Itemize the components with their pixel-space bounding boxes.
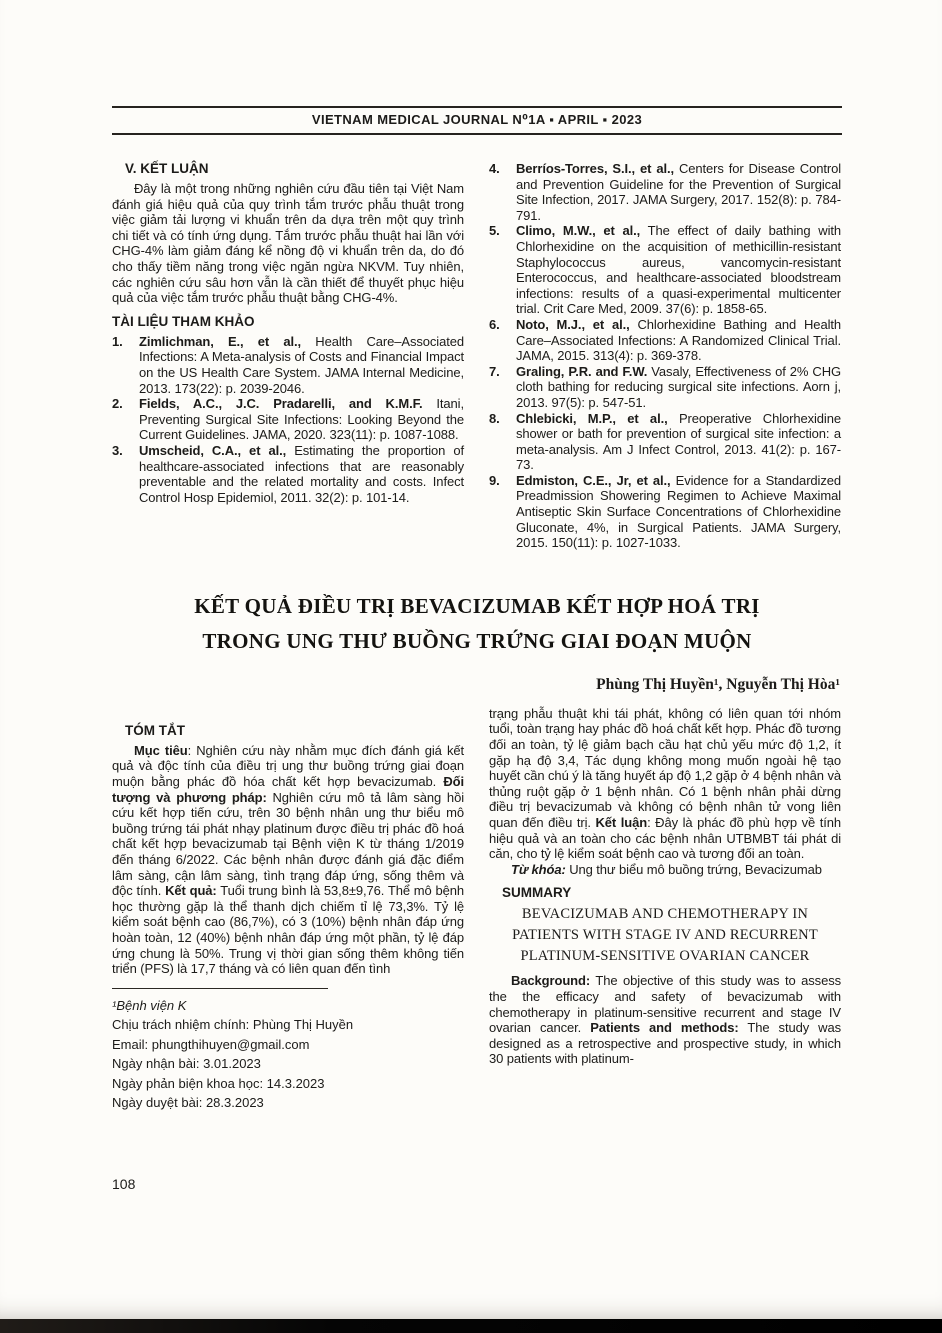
- footnote-email: Email: phungthihuyen@gmail.com: [112, 1036, 310, 1052]
- summary-paragraph: Background: The objective of this study was to assess the the efficacy and safety of bevacizumab with chemotherapy in platinum-sensitive recurrent and stage IV ovarian cancer. Patients and methods: The study was designed as a retrospective and prospective study, in which 30 patients with platinum-: [489, 973, 841, 1067]
- footnote-affiliation: ¹Bệnh viện K: [112, 997, 187, 1013]
- reference-item: [489, 161, 841, 223]
- reference-authors: Chlebicki, M.P., et al.,: [516, 410, 668, 426]
- bottom-right-column: [489, 706, 841, 1113]
- reference-text: Vasaly, Effectiveness of 2% CHG cloth bathing for reducing surgical site infections. Aorn j, 2013. 97(5): p. 547-51.: [516, 363, 841, 410]
- reference-item: [112, 443, 464, 505]
- reference-text: Chlorhexidine Bathing and Health Care–Associated Infections: A Randomized Clinical Trial. JAMA, 2015. 313(4): p. 369-378.: [516, 316, 842, 364]
- article-title: [112, 589, 842, 659]
- bottom-article-columns: [112, 706, 842, 1113]
- reference-item: [489, 364, 841, 411]
- reference-text: The effect of daily bathing with Chlorhexidine on the acquisition of methicillin-resistant Staphylococcus aureus, vancomycin-resistant Enterococcus, and healthcare-associated bloodstream infections: results of a quasi-experimental multicenter trial. Crit Care Med, 2009. 37(6): p. 1858-65.: [516, 223, 841, 317]
- top-right-column: [489, 161, 841, 551]
- article-title-line1: KẾT QUẢ ĐIỀU TRỊ BEVACIZUMAB KẾT HỢP HOÁ TRỊ: [194, 593, 760, 618]
- reference-text: Health Care–Associated Infections: A Meta-analysis of Costs and Financial Impact on the US Health Care System. JAMA Internal Medicine, 2013. 173(22): p. 2039-2046.: [139, 333, 464, 396]
- reference-text: Centers for Disease Control and Prevention Guideline for the Prevention of Surgical Site Infection, 2017. JAMA Surgery, 2017. 152(8): p. 784-791.: [516, 161, 841, 223]
- footnote-date-accepted: Ngày duyệt bài: 28.3.2023: [112, 1095, 264, 1111]
- top-left-column: [112, 161, 464, 551]
- reference-text: Estimating the proportion of healthcare-associated infections that are reasonably preventable and the related mortality and costs. Infect Control Hosp Epidemiol, 2011. 32(2): p. 101-14.: [139, 442, 464, 505]
- scan-bottom-edge: [0, 1319, 942, 1333]
- top-article-columns: [112, 161, 842, 551]
- summary-heading: SUMMARY: [502, 885, 572, 901]
- reference-number: 3.: [112, 442, 123, 458]
- reference-text: Preoperative Chlorhexidine shower or bath for prevention of surgical site infection: a meta-analysis. Am J Infect Control, 2013. 41(2): p. 167-73.: [516, 410, 841, 473]
- reference-number: 8.: [489, 410, 500, 426]
- reference-item: [489, 223, 841, 317]
- reference-number: 6.: [489, 316, 500, 332]
- conclusion-paragraph: Đây là một trong những nghiên cứu đầu tiên tại Việt Nam đánh giá hiệu quả của quy trình tắm trước phẫu thuật trong việc giảm tải lượng vi khuẩn trên da dựa trên một quy trình chi tiết và có tính ứng dụng. Tắm trước phẫu thuật hai lần với CHG-4% làm giảm đáng kể nồng độ vi khuẩn trên da, do đó cho thấy tiềm năng trong việc ngăn ngừa NKVM. Tuy nhiên, các nghiên cứu sâu hơn vẫn là cần thiết để thuyết phục hiệu quả của việc tắm trước phẫu thuật bằng CHG-4%.: [112, 181, 464, 306]
- reference-authors: Umscheid, C.A., et al.,: [139, 442, 287, 458]
- footnote-divider: [112, 988, 328, 989]
- abstract-paragraph-part2: trạng phẫu thuật khi tái phát, không có liên quan tới nhóm tuổi, toàn trạng hay phác đồ hoá chất kết hợp. Phác đồ tương đối an toàn, tỷ lệ giảm bạch cầu hạt chủ yếu mức độ 1,2, ít gặp hạ độ 3,4, Tác dụng không mong muốn ngoài hệ tạo huyết cần chú ý là tăng huyết áp độ 1,2 gặp ở 4 bệnh nhân và thủng ruột gặp ở 1 bệnh nhân. Có 1 bệnh nhân phải dừng điều trị bevacizumab và không có bệnh nhân tử vong liên quan đến điều trị. Kết luận: Đây là phác đồ phù hợp về tính hiệu quả và an toàn cho các bệnh nhân UTBMBT tái phát di căn, cho tỷ lệ kiểm soát bệnh cao và tương đối an toàn.: [489, 705, 842, 862]
- footnote: [112, 988, 464, 1113]
- reference-authors: Noto, M.J., et al.,: [516, 316, 630, 332]
- reference-item: [112, 334, 464, 396]
- reference-number: 2.: [112, 396, 123, 412]
- reference-authors: Berríos-Torres, S.I., et al.,: [516, 161, 674, 176]
- footnote-date-reviewed: Ngày phản biện khoa học: 14.3.2023: [112, 1075, 325, 1091]
- bottom-left-column: [112, 706, 464, 1113]
- footnote-date-received: Ngày nhận bài: 3.01.2023: [112, 1056, 261, 1072]
- reference-item: [112, 396, 464, 443]
- reference-number: 7.: [489, 363, 500, 379]
- reference-authors: Edmiston, C.E., Jr, et al.,: [516, 472, 671, 488]
- summary-title: BEVACIZUMAB AND CHEMOTHERAPY IN PATIENTS WITH STAGE IV AND RECURRENT PLATINUM-SENSITIVE OVARIAN CANCER: [512, 906, 818, 965]
- keywords-paragraph: Từ khóa: Ung thư biểu mô buồng trứng, Bevacizumab: [511, 861, 822, 877]
- reference-authors: Climo, M.W., et al.,: [516, 223, 641, 239]
- reference-number: 4.: [489, 161, 500, 176]
- journal-header: [112, 106, 842, 135]
- reference-number: 5.: [489, 223, 500, 239]
- page-number: 108: [112, 1176, 136, 1192]
- reference-text: Evidence for a Standardized Preadmission Showering Regimen to Achieve Maximal Antiseptic Skin Surface Concentrations of Chlorhexidine Gluconate, 4%, in Surgical Patients. JAMA Surgery, 2015. 150(11): p. 1027-1033.: [516, 472, 841, 551]
- references-heading: TÀI LIỆU THAM KHẢO: [112, 313, 255, 329]
- reference-item: [489, 411, 841, 473]
- conclusion-heading: V. KẾT LUẬN: [125, 161, 209, 176]
- reference-authors: Zimlichman, E., et al.,: [139, 333, 302, 349]
- reference-number: 9.: [489, 472, 500, 488]
- abstract-paragraph-part1: Mục tiêu: Nghiên cứu này nhằm mục đích đánh giá kết quả và độc tính của điều trị ung thư buồng trứng giai đoạn muộn bằng phác đồ hóa chất kết hợp bevacizumab. Đối tượng và phương pháp: Nghiên cứu mô tả lâm sàng hồi cứu kết hợp tiến cứu, trên 30 bệnh nhân ung thư biểu mô buồng trứng tái phát nhạy platinum được điều trị phác đồ hoá chất kết hợp bevacizumab tại Bệnh viện K từ tháng 1/2019 đến tháng 6/2022. Các bệnh nhân được đánh giá đặc điểm lâm sàng, cận lâm sàng, tình trạng đáp ứng, sống thêm và độc tính. Kết quả: Tuổi trung bình là 53,8±9,76. Thể mô bệnh học thường gặp là thể thanh dịch chiếm tỉ lệ 73,3%. Tỷ lệ kiểm soát bệnh cao (86,7%), có 3 (10%) bệnh nhân đáp ứng hoàn toàn, 12 (40%) bệnh nhân đáp ứng một phần, tỷ lệ đáp ứng chung là 50%. Trung vị thời gian sống thêm không tiến triển (PFS) là 17,7 tháng và có liên quan đến tình: [112, 742, 465, 977]
- article-authors: Phùng Thị Huyền¹, Nguyễn Thị Hòa¹: [596, 675, 840, 693]
- page-content: [112, 106, 842, 1113]
- journal-header-text: VIETNAM MEDICAL JOURNAL N⁰1A ▪ APRIL ▪ 2023: [311, 112, 643, 127]
- footnote-responsibility: Chịu trách nhiệm chính: Phùng Thị Huyền: [112, 1017, 354, 1033]
- abstract-heading: TÓM TẮT: [125, 722, 185, 738]
- reference-number: 1.: [112, 333, 123, 349]
- article-title-line2: TRONG UNG THƯ BUỒNG TRỨNG GIAI ĐOẠN MUỘN: [202, 628, 752, 653]
- reference-authors: Graling, P.R. and F.W.: [516, 363, 648, 379]
- reference-item: [489, 473, 841, 551]
- reference-authors: Fields, A.C., J.C. Pradarelli, and K.M.F.: [139, 396, 423, 412]
- reference-text: Itani, Preventing Surgical Site Infections: Looking Beyond the Current Guidelines. JAMA, 2020. 323(11): p. 1087-1088.: [139, 396, 464, 443]
- reference-item: [489, 317, 841, 364]
